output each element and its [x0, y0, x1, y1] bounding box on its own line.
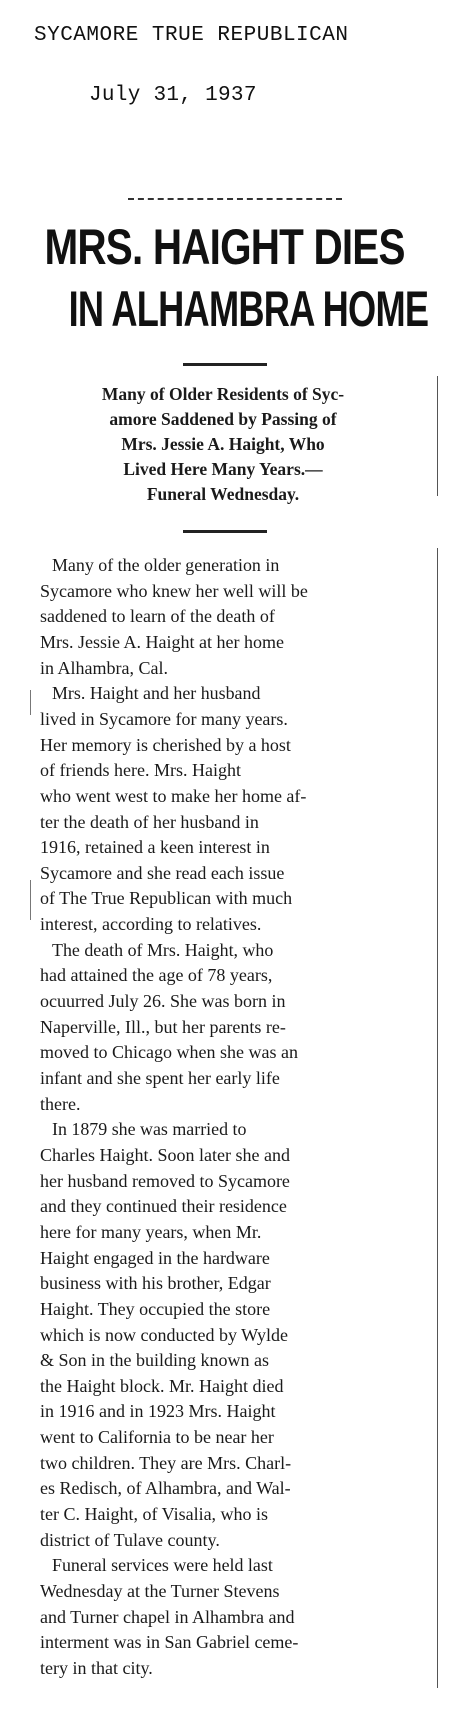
- body-line: two children. They are Mrs. Charl-: [40, 1452, 292, 1473]
- body-line: the Haight block. Mr. Haight died: [40, 1375, 284, 1396]
- body-line: had attained the age of 78 years,: [40, 965, 273, 986]
- body-line: ter C. Haight, of Visalia, who is: [40, 1504, 269, 1525]
- body-line: interest, according to relatives.: [40, 914, 262, 935]
- body-line: moved to Chicago when she was an: [40, 1042, 298, 1063]
- body-line: went to California to be near her: [40, 1427, 274, 1448]
- body-line: her husband removed to Sycamore: [40, 1170, 290, 1191]
- body-line: there.: [40, 1093, 81, 1114]
- body-line: district of Tulave county.: [40, 1529, 220, 1550]
- paragraph-first-line: Funeral services were held last: [52, 1555, 273, 1576]
- deck-line: Funeral Wednesday.: [146, 484, 300, 504]
- body-line: Mrs. Jessie A. Haight at her home: [40, 631, 284, 652]
- column-rule-left: [30, 690, 31, 715]
- paragraph-first-line: Mrs. Haight and her husband: [52, 683, 261, 704]
- deck-line: Many of Older Residents of Syc-: [101, 384, 345, 404]
- deck-line: Lived Here Many Years.—: [123, 459, 323, 479]
- body-line: Wednesday at the Turner Stevens: [40, 1581, 280, 1601]
- column-rule: [437, 548, 438, 1688]
- body-line: saddened to learn of the death of: [40, 606, 275, 627]
- body-line: of The True Republican with much: [40, 888, 293, 909]
- body-line: Her memory is cherished by a host: [40, 734, 291, 755]
- headline-line-2: IN ALHAMBRA HOME: [68, 281, 429, 337]
- body-line: here for many years, when Mr.: [40, 1221, 262, 1242]
- body-line: in 1916 and in 1923 Mrs. Haight: [40, 1401, 276, 1422]
- body-line: Haight engaged in the hardware: [40, 1247, 270, 1268]
- body-line: tery in that city.: [40, 1657, 153, 1678]
- body-line: Haight. They occupied the store: [40, 1298, 271, 1319]
- body-line: lived in Sycamore for many years.: [40, 708, 288, 729]
- deck-rule: [183, 530, 267, 533]
- body-line: business with his brother, Edgar: [40, 1273, 271, 1294]
- body-line: of friends here. Mrs. Haight: [40, 760, 241, 781]
- body-line: Sycamore who knew her well will be: [40, 580, 308, 601]
- body-line: interment was in San Gabriel ceme-: [40, 1632, 299, 1653]
- body-line: Charles Haight. Soon later she and: [40, 1144, 290, 1165]
- column-rule: [437, 376, 438, 496]
- column-rule-left: [30, 880, 31, 920]
- body-line: infant and she spent her early life: [40, 1068, 280, 1088]
- headline-line-1: MRS. HAIGHT DIES: [44, 219, 405, 275]
- body-line: 1916, retained a keen interest in: [40, 837, 270, 858]
- body-line: & Son in the building known as: [40, 1350, 269, 1371]
- deck-line: amore Saddened by Passing of: [109, 409, 337, 429]
- body-line: es Redisch, of Alhambra, and Wal-: [40, 1478, 291, 1499]
- body-line: Sycamore and she read each issue: [40, 862, 285, 883]
- body-line: who went west to make her home af-: [40, 785, 307, 806]
- deck-line: Mrs. Jessie A. Haight, Who: [121, 434, 325, 454]
- paragraph-first-line: In 1879 she was married to: [52, 1119, 247, 1140]
- headline-rule: [183, 363, 267, 366]
- body-line: which is now conducted by Wylde: [40, 1324, 289, 1345]
- body-line: and Turner chapel in Alhambra and: [40, 1606, 295, 1627]
- body-line: and they continued their residence: [40, 1196, 287, 1217]
- body-line: ocuurred July 26. She was born in: [40, 991, 286, 1012]
- paragraph-first-line: The death of Mrs. Haight, who: [52, 939, 274, 960]
- body-line: Naperville, Ill., but her parents re-: [40, 1016, 286, 1037]
- paragraph-first-line: Many of the older generation in: [52, 555, 280, 575]
- body-line: ter the death of her husband in: [40, 811, 259, 832]
- publication-date: July 31, 1937: [89, 84, 257, 107]
- newspaper-name: SYCAMORE TRUE REPUBLICAN: [34, 24, 349, 47]
- dashed-separator: [128, 198, 342, 200]
- body-line: in Alhambra, Cal.: [40, 657, 168, 678]
